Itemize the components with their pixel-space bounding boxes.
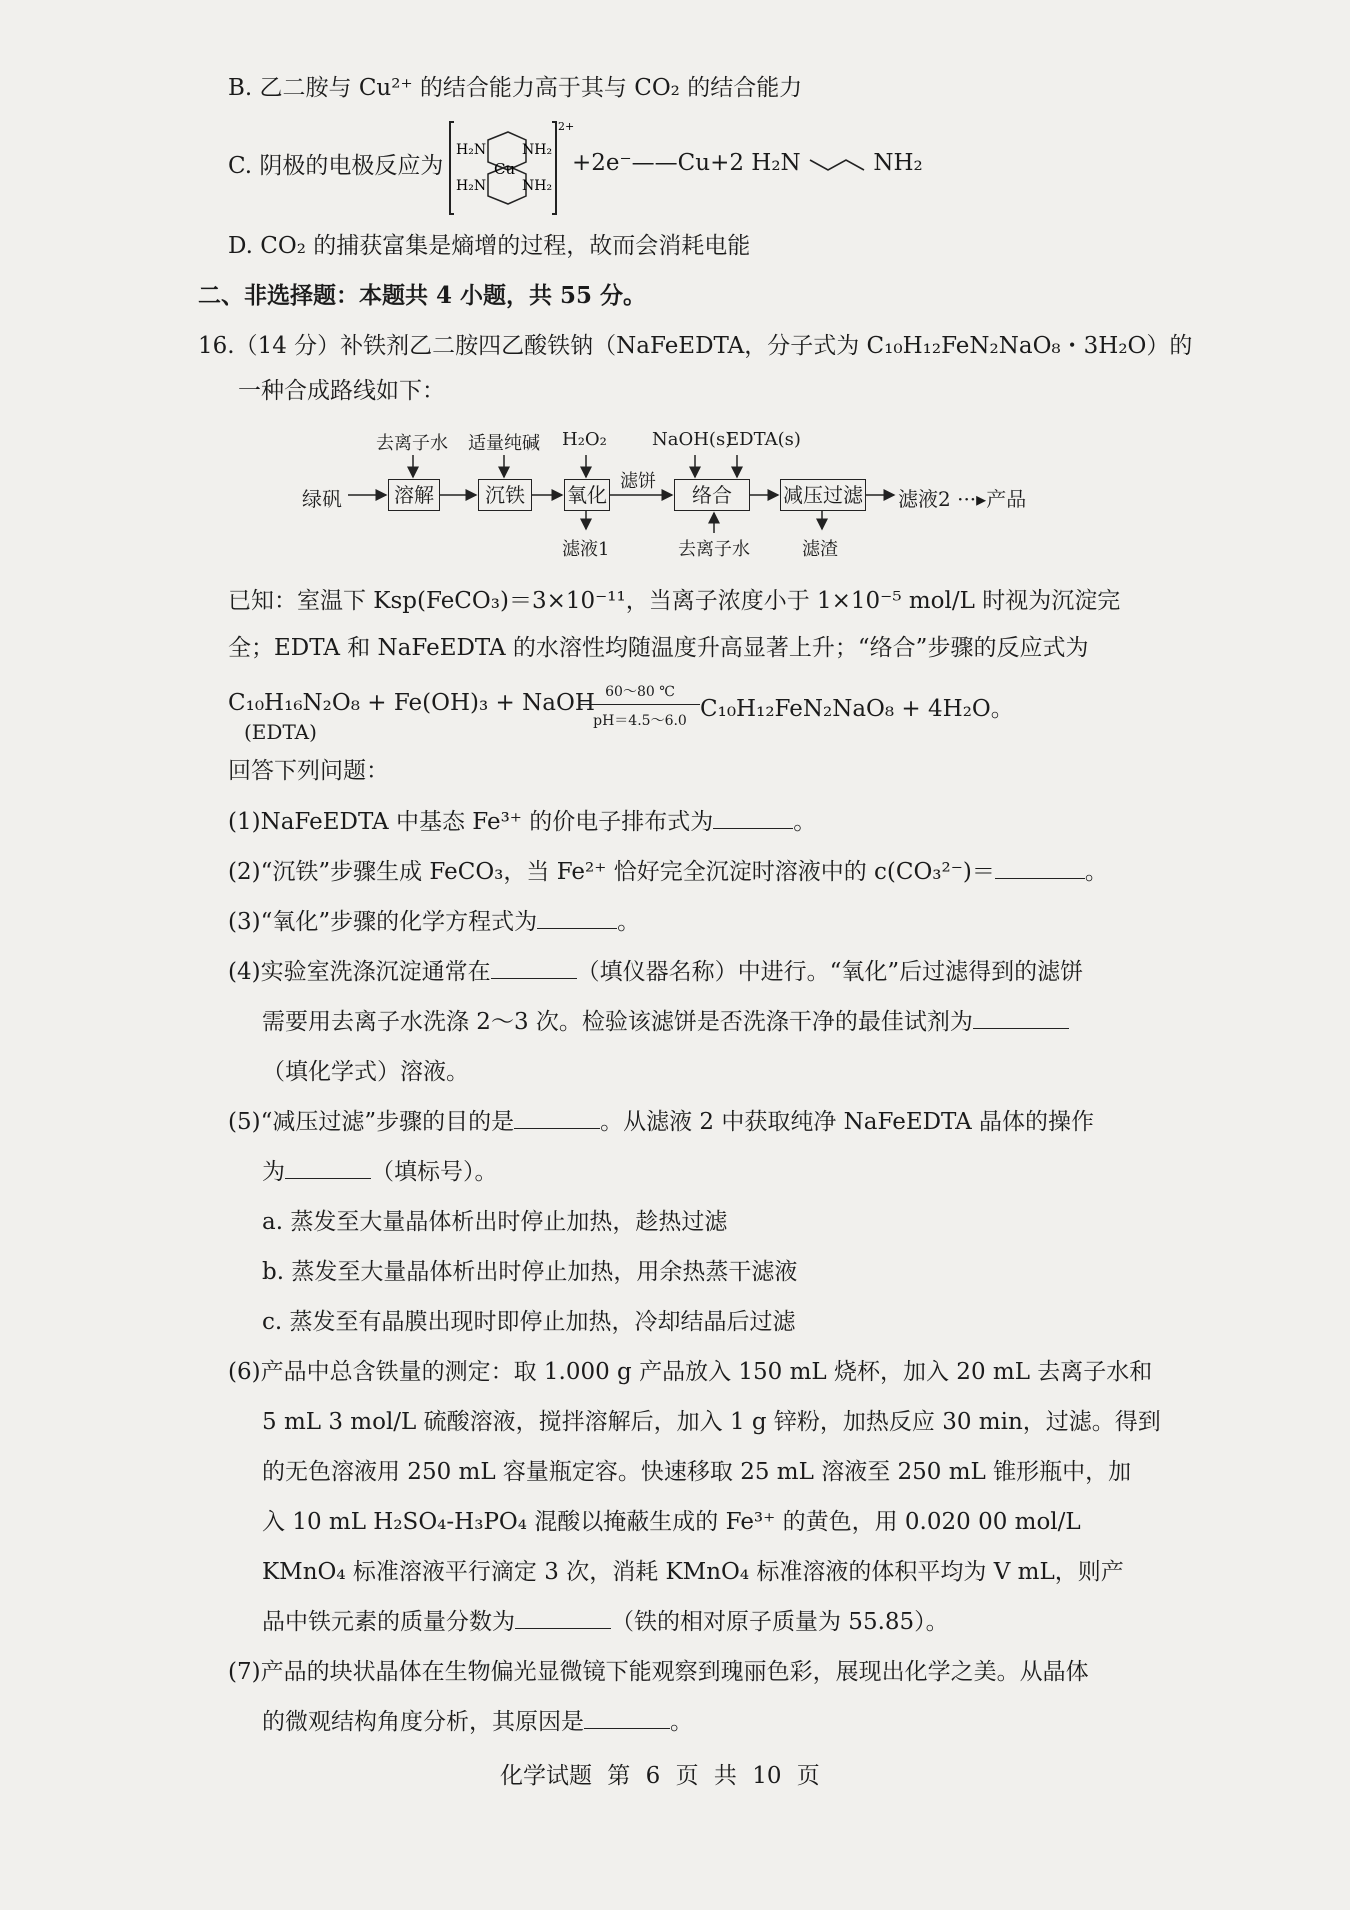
question-5-option-c: c. 蒸发至有晶膜出现时即停止加热，冷却结晶后过滤 <box>262 1309 796 1335</box>
section-title: 二、非选择题：本题共 4 小题，共 55 分。 <box>198 282 647 309</box>
option-c-rest: +2e⁻——Cu+2 H₂N NH₂ <box>572 150 923 176</box>
ethylene-zigzag <box>808 154 866 174</box>
question-5-line1: (5)“减压过滤”步骤的目的是 。从滤液 2 中获取纯净 NaFeEDTA 晶体的操作 <box>228 1109 1095 1135</box>
known-line1: 已知：室温下 Ksp(FeCO₃)＝3×10⁻¹¹，当离子浓度小于 1×10⁻⁵ mol/L 时视为沉淀完 <box>228 588 1121 614</box>
question-7-line2: 的微观结构角度分析，其原因是 。 <box>262 1709 693 1735</box>
question-5-line2: 为 （填标号）。 <box>262 1159 498 1185</box>
equation-right: C₁₀H₁₂FeN₂NaO₈ + 4H₂O。 <box>700 696 1014 722</box>
question-6-line1: (6)产品中总含铁量的测定：取 1.000 g 产品放入 150 mL 烧杯，加入 20 mL 去离子水和 <box>228 1359 1153 1385</box>
answer-blank-3[interactable] <box>537 910 617 929</box>
flow-input-edta: EDTA(s) <box>726 429 801 450</box>
known-line2: 全；EDTA 和 NaFeEDTA 的水溶性均随温度升高显著上升；“络合”步骤的反应式为 <box>228 635 1089 661</box>
ion-group-1: H₂N <box>456 142 487 158</box>
option-c-prefix: C. 阴极的电极反应为 <box>228 153 444 179</box>
flow-input-naoh: NaOH(s) <box>652 429 733 450</box>
flow-bottom-filtrate1: 滤液1 <box>562 539 610 560</box>
equation-condition-bottom: pH＝4.5～6.0 <box>593 713 687 729</box>
question-6-line4: 入 10 mL H₂SO₄-H₃PO₄ 混酸以掩蔽生成的 Fe³⁺ 的黄色，用 0.020 00 mol/L <box>262 1509 1081 1535</box>
answer-blank-1[interactable] <box>713 810 793 829</box>
q16-line2: 一种合成路线如下： <box>238 378 445 404</box>
question-4-line3: （填化学式）溶液。 <box>262 1059 469 1085</box>
answer-blank-5b[interactable] <box>285 1160 371 1179</box>
flow-bottom-residue: 滤渣 <box>802 539 838 560</box>
synthesis-flowchart <box>300 425 1060 565</box>
flow-step-dissolve: 溶解 <box>388 479 440 511</box>
answer-blank-4a[interactable] <box>491 960 577 979</box>
equation-left: C₁₀H₁₆N₂O₈ + Fe(OH)₃ + NaOH <box>228 690 595 716</box>
answer-blank-7[interactable] <box>584 1710 670 1729</box>
equation-edta-label: (EDTA) <box>244 720 317 744</box>
option-b: B. 乙二胺与 Cu²⁺ 的结合能力高于其与 CO₂ 的结合能力 <box>228 75 803 101</box>
ion-group-3: H₂N <box>456 178 487 194</box>
answer-prompt: 回答下列问题： <box>228 758 389 784</box>
ion-center: Cu <box>494 160 516 178</box>
option-d: D. CO₂ 的捕获富集是熵增的过程，故而会消耗电能 <box>228 233 751 259</box>
question-7-line1: (7)产品的块状晶体在生物偏光显微镜下能观察到瑰丽色彩，展现出化学之美。从晶体 <box>228 1659 1089 1685</box>
question-6-line5: KMnO₄ 标准溶液平行滴定 3 次，消耗 KMnO₄ 标准溶液的体积平均为 V mL，则产 <box>262 1559 1124 1585</box>
ion-charge: 2+ <box>558 120 575 133</box>
ion-group-4: NH₂ <box>522 178 553 194</box>
question-5-option-a: a. 蒸发至大量晶体析出时停止加热，趁热过滤 <box>262 1209 728 1235</box>
question-1: (1)NaFeEDTA 中基态 Fe³⁺ 的价电子排布式为 。 <box>228 809 817 835</box>
ion-group-2: NH₂ <box>522 142 553 158</box>
q16-line1: 16.（14 分）补铁剂乙二胺四乙酸铁钠（NaFeEDTA，分子式为 C₁₀H₁₂FeN₂NaO₈・3H₂O）的 <box>198 333 1193 359</box>
flow-step-precipitate: 沉铁 <box>478 479 532 511</box>
flow-mid-label: 滤饼 <box>620 471 656 492</box>
answer-blank-5a[interactable] <box>514 1110 600 1129</box>
flow-step-oxidize: 氧化 <box>564 479 610 511</box>
question-6-line3: 的无色溶液用 250 mL 容量瓶定容。快速移取 25 mL 溶液至 250 mL 锥形瓶中，加 <box>262 1459 1132 1485</box>
copper-complex-ion-structure <box>448 118 575 218</box>
flow-step-vacuum-filter: 减压过滤 <box>780 479 866 511</box>
answer-blank-2[interactable] <box>995 860 1085 879</box>
answer-blank-4b[interactable] <box>973 1010 1069 1029</box>
answer-blank-6[interactable] <box>515 1610 611 1629</box>
page-footer: 化学试题 第 6 页 共 10 页 <box>500 1763 820 1789</box>
question-6-line6: 品中铁元素的质量分数为 （铁的相对原子质量为 55.85）。 <box>262 1609 949 1635</box>
flow-start: 绿矾 <box>302 487 342 511</box>
flow-input-soda: 适量纯碱 <box>468 433 540 454</box>
flow-end: 滤液2 ···▸产品 <box>898 487 1027 511</box>
flow-bottom-water: 去离子水 <box>678 539 750 560</box>
question-6-line2: 5 mL 3 mol/L 硫酸溶液，搅拌溶解后，加入 1 g 锌粉，加热反应 30 min，过滤。得到 <box>262 1409 1161 1435</box>
question-4-line2: 需要用去离子水洗涤 2～3 次。检验该滤饼是否洗涤干净的最佳试剂为 <box>262 1006 1069 1038</box>
question-2: (2)“沉铁”步骤生成 FeCO₃，当 Fe²⁺ 恰好完全沉淀时溶液中的 c(CO₃²⁻)＝ 。 <box>228 859 1108 885</box>
equation-condition-top: 60～80 ℃ <box>605 684 675 700</box>
flow-input-h2o2: H₂O₂ <box>562 429 607 450</box>
question-5-option-b: b. 蒸发至大量晶体析出时停止加热，用余热蒸干滤液 <box>262 1259 798 1285</box>
flow-input-water: 去离子水 <box>376 433 448 454</box>
question-4-line1: (4)实验室洗涤沉淀通常在 （填仪器名称）中进行。“氧化”后过滤得到的滤饼 <box>228 959 1084 985</box>
equation-arrow <box>580 704 700 705</box>
flow-step-complex: 络合 <box>674 479 750 511</box>
question-3: (3)“氧化”步骤的化学方程式为 。 <box>228 909 641 935</box>
